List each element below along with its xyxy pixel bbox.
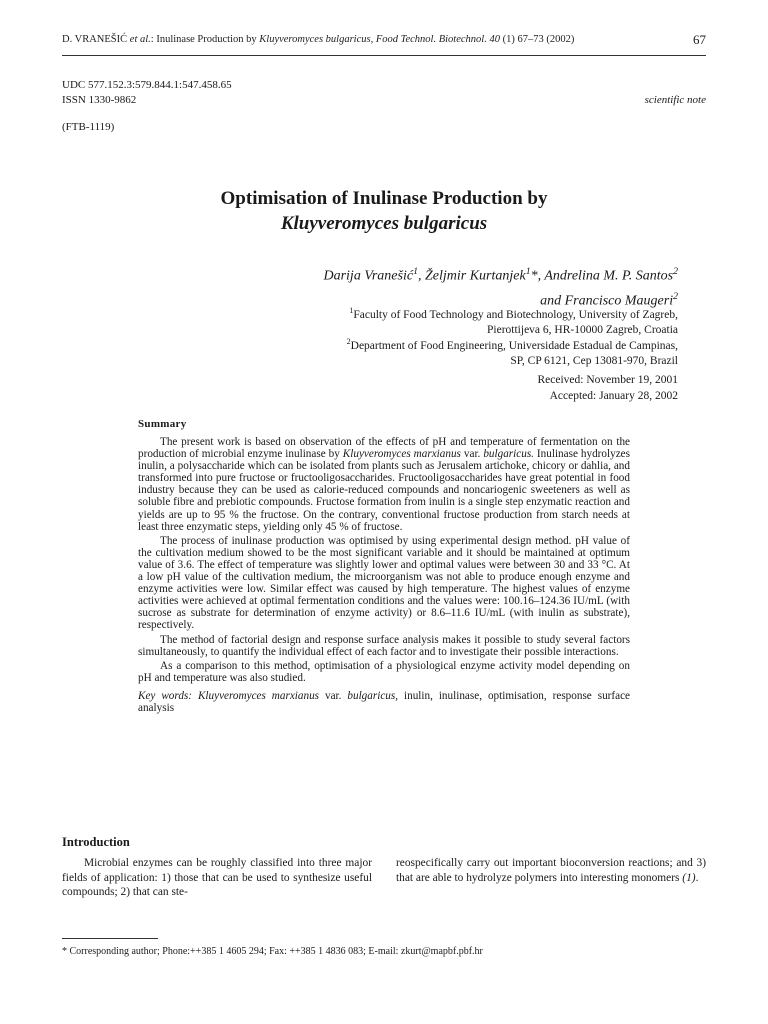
issn: ISSN 1330-9862	[62, 94, 137, 106]
intro-paragraph-continued	[396, 856, 706, 885]
page-number: 67	[693, 32, 706, 47]
citation-ref: (1)	[682, 871, 696, 884]
author-affil-sup: 1	[413, 266, 418, 277]
affil-text: Department of Food Engineering, Universidade Estadual de Campinas,	[350, 339, 678, 352]
dates-block	[537, 372, 678, 404]
corresponding-footnote: * Corresponding author; Phone:++385 1 4605 294; Fax: ++385 1 4836 083; E-mail: zkurt@mapbf.pbf.hr	[62, 946, 483, 957]
header-rule	[62, 55, 706, 56]
author-line-1	[323, 262, 678, 287]
accepted-date: Accepted: January 28, 2002	[549, 390, 678, 402]
key-words-text: var.	[319, 689, 348, 702]
summary-text: Inulinase hydrolyzes inulin, a polysaccharide which can be isolated from plants such as Jerusalem artichoke, chicory or dahlia, and transformed into pure fructose or fructooligosaccharides. Fructooligosaccharides have great potential in food industry because they can be used as calorie-reduced compounds and noncariogenic sweeteners as well as soluble fibre and prebiotic compounds. Fructose formation from inulin is a single step enzymatic reaction and yields are up to 95 % the fructose. On the contrary, conventional fructose production from starch needs at least three enzymatic steps, yielding only 45 % of fructose.	[138, 448, 630, 533]
running-header-journal: Kluyveromyces bulgaricus, Food Technol. Biotechnol. 40	[259, 34, 500, 45]
running-header-issue: (1) 67–73 (2002)	[499, 34, 575, 45]
intro-text: .	[695, 871, 699, 884]
affil-sup: 2	[346, 337, 351, 346]
summary-text: var.	[460, 448, 484, 461]
affiliation-address: SP, CP 6121, Cep 13081-970, Brazil	[510, 354, 678, 367]
intro-column-left	[62, 856, 372, 900]
summary-paragraph-2: The process of inulinase production was optimised by using experimental design method. pH value of the cultivation medium showed to be the most significant variable and it should be maintained at optimum value of 3.6. The effect of temperature was slightly lower and optimal values were between 30 and 33 °C. At a low pH value of the cultivation medium, the microorganism was not able to produce enough enzyme and enzyme activities were low. Similar effect was caused by high temperature. The highest values of enzyme activities were achieved at optimal fermentation conditions and the values were: 100.16–124.36 IU/mL (with sucrose as substrate for determination of enzyme activity) or 8.6–11.6 IU/mL (with inulin as substrate), respectively.	[138, 534, 630, 632]
summary-text: The present work is based on observation of the effects of pH and temperature of fermentation on the production of microbial enzyme inulinase by	[138, 436, 630, 461]
intro-column-right	[396, 856, 706, 885]
introduction-heading: Introduction	[62, 835, 130, 849]
title-line-2	[62, 211, 706, 236]
running-header	[62, 34, 706, 45]
species-variety: bulgaricus.	[483, 448, 534, 461]
summary-paragraph-4: As a comparison to this method, optimisation of a physiological enzyme activity model depending on pH and temperature was also studied.	[138, 659, 630, 684]
key-words-label: Key words: Kluyveromyces marxianus	[138, 689, 320, 702]
key-words	[138, 690, 630, 714]
author-affil-sup: 2	[673, 290, 678, 302]
affil-sup: 1	[349, 306, 354, 315]
summary-body	[138, 436, 630, 716]
title-species: Kluyveromyces bulgaricus	[280, 213, 488, 234]
author-affil-sup: 2	[673, 266, 678, 277]
running-header-etal: et al.	[129, 34, 151, 45]
udc-code: UDC 577.152.3:579.844.1:547.458.65	[62, 79, 232, 91]
author-name: Darija Vranešić	[323, 268, 414, 284]
author-separator: ,	[417, 268, 425, 284]
summary-heading: Summary	[138, 418, 187, 430]
running-header-authors: D. VRANEŠIĆ	[62, 34, 130, 45]
summary-paragraph-3: The method of factorial design and response surface analysis makes it possible to study several factors simultaneously, to quantify the individual effect of each factor and to investigate their possible interactions.	[138, 633, 630, 658]
corresponding-mark: *,	[530, 268, 545, 284]
species-name: Kluyveromyces marxianus	[342, 448, 461, 461]
author-name: Željmir Kurtanjek	[424, 268, 526, 284]
summary-paragraph-1	[138, 436, 630, 533]
affiliation-1	[349, 303, 678, 338]
affiliation-2	[347, 334, 678, 369]
footnote-rule	[62, 938, 158, 939]
author-name: and Francisco Maugeri	[540, 293, 674, 309]
key-words-italic: bulgaricus	[347, 689, 396, 702]
author-name: Andrelina M. P. Santos	[544, 268, 674, 284]
affiliation-line	[349, 303, 678, 323]
affiliation-address: Pierottijeva 6, HR-10000 Zagreb, Croatia	[487, 323, 678, 336]
affil-text: Faculty of Food Technology and Biotechnology, University of Zagreb,	[353, 308, 678, 321]
article-type: scientific note	[644, 94, 706, 106]
key-words-text: , inulin, inulinase, optimisation, response surface analysis	[138, 689, 631, 714]
author-affil-sup: 1	[525, 266, 531, 277]
intro-paragraph: Microbial enzymes can be roughly classified into three major fields of application: 1) those that can be used to synthesize useful compounds; 2) that can ste-	[62, 857, 372, 898]
intro-text: reospecifically carry out important bioconversion reactions; and 3) that are able to hydrolyze polymers into interesting monomers	[396, 857, 706, 884]
received-date: Received: November 19, 2001	[537, 374, 678, 386]
title-line-1: Optimisation of Inulinase Production by	[220, 188, 548, 209]
paper-title	[62, 186, 706, 236]
affiliation-line	[347, 334, 678, 354]
running-header-title: : Inulinase Production by	[150, 34, 260, 45]
ftb-code: (FTB-1119)	[62, 121, 115, 133]
